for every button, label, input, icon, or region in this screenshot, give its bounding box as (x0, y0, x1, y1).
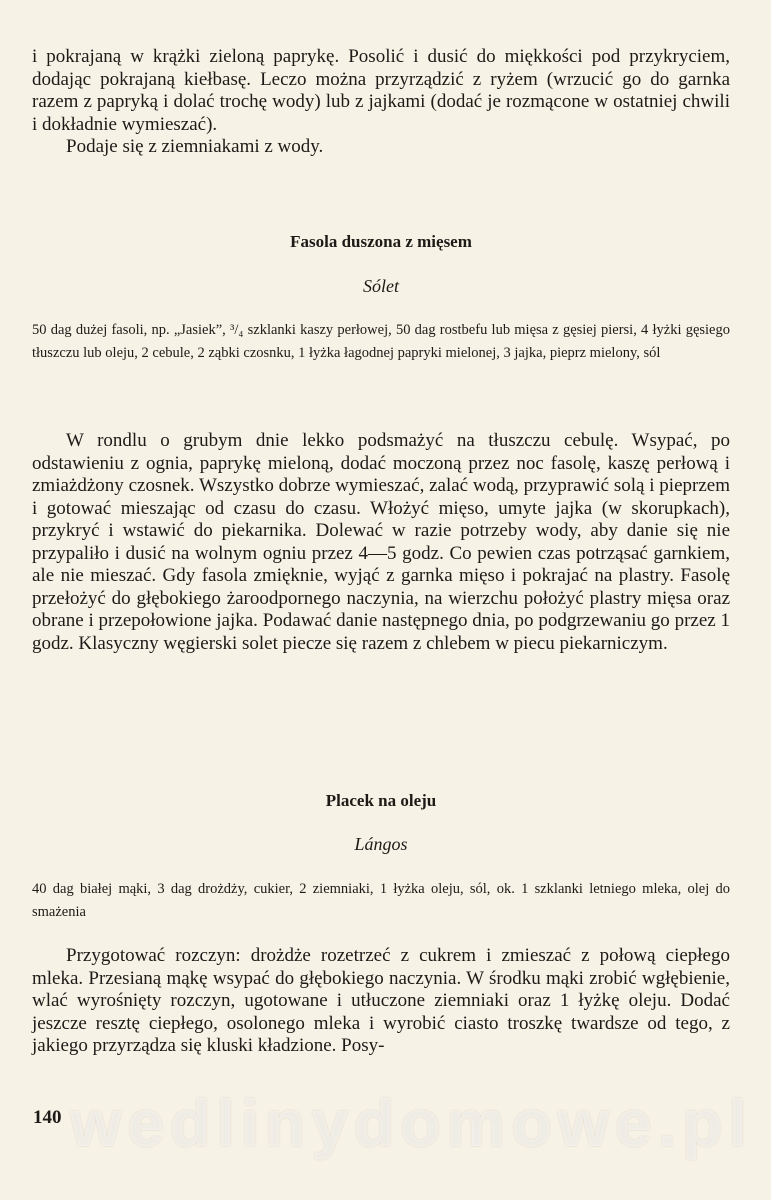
intro-paragraph: i pokrajaną w krążki zieloną paprykę. Posolić i dusić do miękkości pod przykryciem, dodając pokrajaną kiełbasę. Leczo można przyrządzić z ryżem (wrzucić go do garnka razem z papryką i dolać trochę wody) lub z jajkami (dodać je rozmącone w ostatniej chwili i dokładnie wymieszać). (32, 46, 730, 135)
intro-section (32, 46, 730, 159)
recipe-2-ingredients-block (32, 878, 730, 923)
page-number: 140 (33, 1107, 62, 1128)
recipe-2-title: Placek na oleju (325, 791, 437, 810)
recipe-2-method: Przygotować rozczyn: drożdże rozetrzeć z cukrem i zmieszać z połową ciepłego mleka. Przesianą mąkę wsypać do głębokiego naczynia. W środku mąki zrobić wgłębienie, wlać wyrośnięty rozczyn, ugotowane i utłuczone ziemniaki oraz 1 łyżkę oleju. Dodać jeszcze resztę ciepłego, osolonego mleka i wyrobić ciasto troszkę twardsze od tego, z jakiego przyrządza się kluski kładzione. Posy- (32, 945, 730, 1056)
recipe-1-ingredients-block (32, 319, 730, 364)
recipe-1-method: W rondlu o grubym dnie lekko podsmażyć na tłuszczu cebulę. Wsypać, po odstawieniu z ognia, paprykę mieloną, dodać moczoną przez noc fasolę, kaszę perłową i zmiażdżony czosnek. Wszystko dobrze wymieszać, zalać wodą, przyprawić solą i pieprzem i gotować mieszając od czasu do czasu. Włożyć mięso, umyte jajka (w skorupkach), przykryć i wstawić do piekarnika. Dolewać w razie potrzeby wody, aby danie się nie przypaliło i dusić na wolnym ogniu przez 4—5 godz. Co pewien czas potrząsać garnkiem, ale nie mieszać. Gdy fasola zmięknie, wyjąć z garnka mięso i pokrajać na plastry. Fasolę przełożyć do głębokiego żaroodpornego naczynia, na wierzchu położyć plastry mięsa oraz obrane i przepołowione jajka. Podawać danie następnego dnia, po podgrzewaniu go przez 1 godz. Klasyczny węgierski solet piecze się razem z chlebem w piecu piekarniczym. (32, 430, 730, 654)
watermark: wedlinydomowe.pl (70, 1086, 753, 1160)
recipe-2-method-block (32, 945, 730, 1058)
recipe-2-ingredients: 40 dag białej mąki, 3 dag drożdży, cukier, 2 ziemniaki, 1 łyżka oleju, sól, ok. 1 szklanki letniego mleka, olej do smażenia (32, 881, 730, 920)
recipe-2-subtitle: Lángos (354, 834, 408, 854)
recipe-1-subtitle: Sólet (363, 276, 399, 296)
intro-serving-note: Podaje się z ziemniakami z wody. (66, 136, 324, 157)
recipe-1-title: Fasola duszona z mięsem (290, 232, 472, 251)
recipe-1-ingredients: 50 dag dużej fasoli, np. „Jasiek”, ³/₄ szklanki kaszy perłowej, 50 dag rostbefu lub mięsa z gęsiej piersi, 4 łyżki gęsiego tłuszczu lub oleju, 2 cebule, 2 ząbki czosnku, 1 łyżka łagodnej papryki mielonej, 3 jajka, pieprz mielony, sól (32, 322, 730, 361)
recipe-1-method-block (32, 430, 730, 655)
